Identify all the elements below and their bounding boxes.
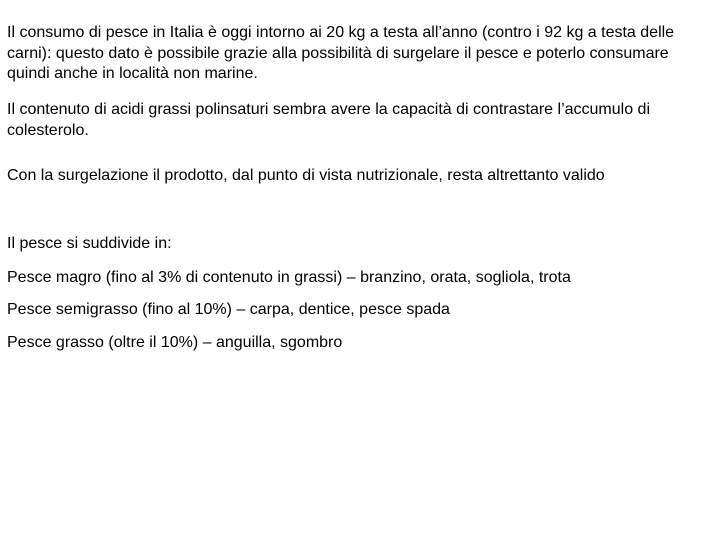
list-item-semi-fat-fish: Pesce semigrasso (fino al 10%) – carpa, dentice, pesce spada <box>7 301 450 318</box>
list-item-lean-fish: Pesce magro (fino al 3% di contenuto in grassi) – branzino, orata, sogliola, trota <box>7 269 571 286</box>
list-item-fat-fish: Pesce grasso (oltre il 10%) – anguilla, sgombro <box>7 334 343 351</box>
paragraph-fish-consumption: Il consumo di pesce in Italia è oggi intorno ai 20 kg a testa all’anno (contro i 92 kg a testa delle carni): questo dato è possibile grazie alla possibilità di surgelare il pesce e poterlo consumare quindi anche in località non marine. <box>7 24 675 82</box>
paragraph-freezing: Con la surgelazione il prodotto, dal punto di vista nutrizionale, resta altrettanto valido <box>7 167 605 184</box>
paragraph-fatty-acids: Il contenuto di acidi grassi polinsaturi sembra avere la capacità di contrastare l’accumulo di colesterolo. <box>7 101 650 139</box>
paragraph-fish-categories-intro: Il pesce si suddivide in: <box>7 235 172 252</box>
